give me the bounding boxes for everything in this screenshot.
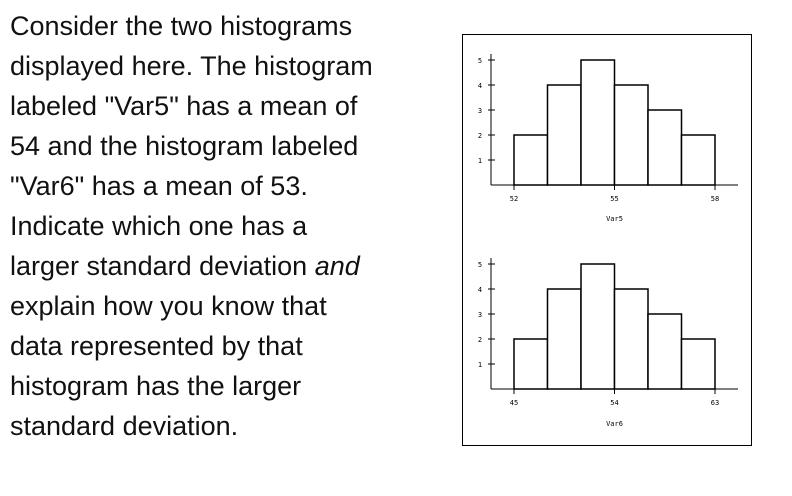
histogram-bar <box>615 289 649 389</box>
question-line <box>10 86 440 126</box>
x-tick-label: 45 <box>509 399 519 407</box>
histogram-bar <box>514 339 548 389</box>
histogram-bar <box>615 85 649 185</box>
histogram-bar <box>682 339 716 389</box>
y-tick-label: 1 <box>477 157 483 165</box>
y-tick-label: 2 <box>477 336 483 344</box>
question-line-text: "Var6" has a mean of 53. <box>10 171 308 201</box>
histogram-figure <box>462 34 752 446</box>
question-text <box>10 6 440 446</box>
question-line <box>10 366 440 406</box>
question-line-text: explain how you know that <box>10 291 327 321</box>
histogram-bar <box>682 135 716 185</box>
question-line <box>10 46 440 86</box>
question-line <box>10 6 440 46</box>
x-axis-label: Var6 <box>606 420 623 428</box>
y-tick-label: 3 <box>477 311 483 319</box>
question-line-text: data represented by that <box>10 331 303 361</box>
y-tick-label: 5 <box>477 261 483 269</box>
question-line <box>10 286 440 326</box>
histogram-bar <box>648 314 682 389</box>
histogram-bar <box>581 60 615 185</box>
question-line-text: standard deviation. <box>10 411 239 441</box>
question-line <box>10 126 440 166</box>
y-tick-label: 2 <box>477 132 483 140</box>
y-tick-label: 3 <box>477 107 483 115</box>
x-tick-label: 54 <box>610 399 619 407</box>
question-line <box>10 166 440 206</box>
y-tick-label: 4 <box>477 82 483 90</box>
question-line <box>10 406 440 446</box>
x-tick-label: 58 <box>710 195 720 203</box>
question-line-text: larger standard deviation <box>10 251 315 281</box>
histogram-bar <box>581 264 615 389</box>
histogram-bar <box>548 289 582 389</box>
x-tick-label: 52 <box>509 195 519 203</box>
histograms-svg <box>463 35 753 447</box>
question-line <box>10 326 440 366</box>
x-tick-label: 63 <box>710 399 720 407</box>
question-line <box>10 206 440 246</box>
y-tick-label: 4 <box>477 286 483 294</box>
question-line-text: labeled "Var5" has a mean of <box>10 91 358 121</box>
histogram-bar <box>514 135 548 185</box>
y-tick-label: 5 <box>477 57 483 65</box>
x-tick-label: 55 <box>610 195 619 203</box>
question-line <box>10 246 440 286</box>
question-line-text: displayed here. The histogram <box>10 51 373 81</box>
y-tick-label: 1 <box>477 361 483 369</box>
question-line-text: Consider the two histograms <box>10 11 353 41</box>
question-line-text: 54 and the histogram labeled <box>10 131 359 161</box>
question-line-emphasis: and <box>314 251 360 281</box>
histogram-bar <box>548 85 582 185</box>
question-line-text: Indicate which one has a <box>10 211 308 241</box>
histogram-bar <box>648 110 682 185</box>
question-line-text: histogram has the larger <box>10 371 302 401</box>
x-axis-label: Var5 <box>606 215 623 223</box>
